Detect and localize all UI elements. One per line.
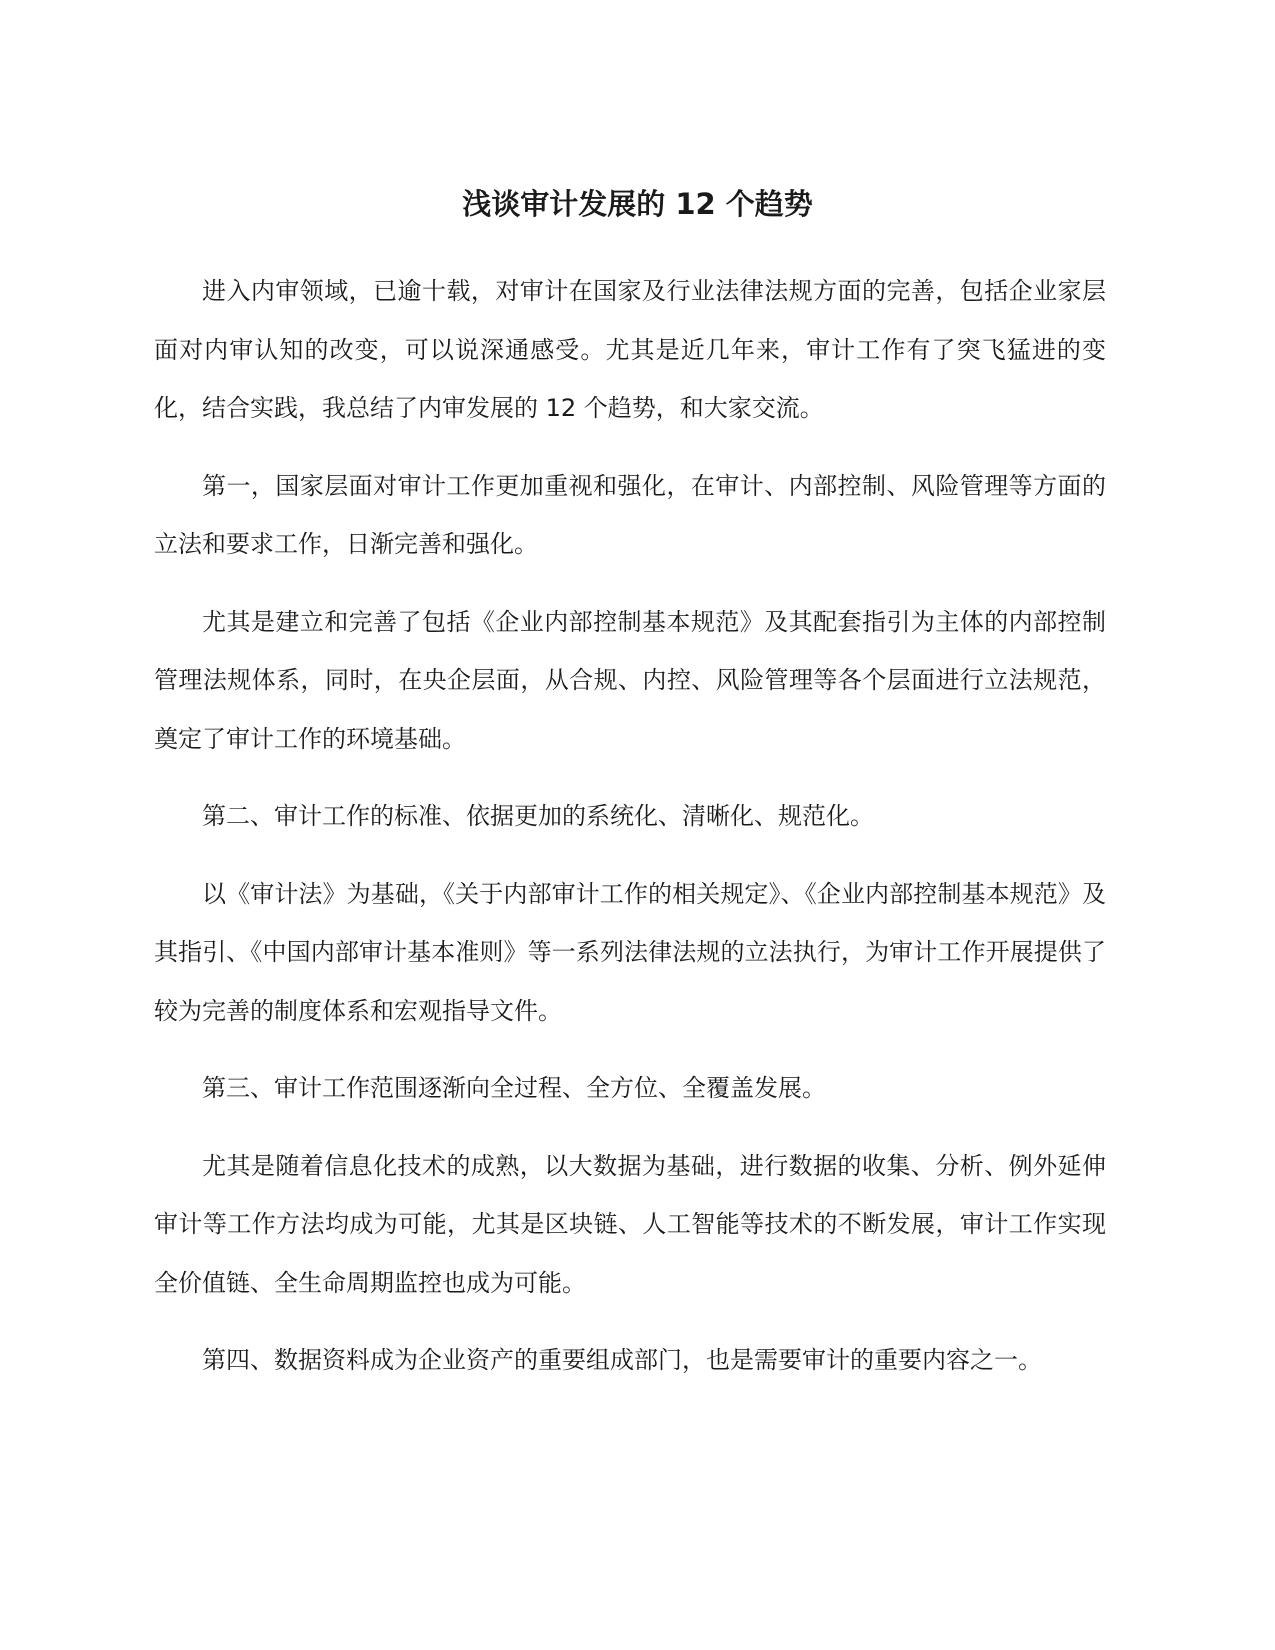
paragraph-intro: 进入内审领域，已逾十载，对审计在国家及行业法律法规方面的完善，包括企业家层面对内审认知的改变，可以说深通感受。尤其是近几年来，审计工作有了突飞猛进的变化，结合实践，我总结了内审发展的 12 个趋势，和大家交流。 — [154, 277, 1106, 422]
paragraph-trend-1: 第一，国家层面对审计工作更加重视和强化，在审计、内部控制、风险管理等方面的立法和要求工作，日渐完善和强化。 — [154, 471, 1106, 558]
paragraph-trend-2: 第二、审计工作的标准、依据更加的系统化、清晰化、规范化。 — [202, 802, 874, 830]
paragraph-trend-4: 第四、数据资料成为企业资产的重要组成部门，也是需要审计的重要内容之一。 — [202, 1346, 1042, 1374]
paragraph-trend-2-detail: 以《审计法》为基础，《关于内部审计工作的相关规定》、《企业内部控制基本规范》及其指引、《中国内部审计基本准则》等一系列法律法规的立法执行，为审计工作开展提供了较为完善的制度体系和宏观指导文件。 — [154, 879, 1106, 1025]
document-title: 浅谈审计发展的 12 个趋势 — [462, 187, 813, 221]
paragraph-trend-3-detail: 尤其是随着信息化技术的成熟，以大数据为基础，进行数据的收集、分析、例外延伸审计等工作方法均成为可能，尤其是区块链、人工智能等技术的不断发展，审计工作实现全价值链、全生命周期监控也成为可能。 — [154, 1151, 1106, 1297]
document-body — [154, 262, 1106, 1409]
paragraph-trend-1-detail: 尤其是建立和完善了包括《企业内部控制基本规范》及其配套指引为主体的内部控制管理法规体系，同时，在央企层面，从合规、内控、风险管理等各个层面进行立法规范，奠定了审计工作的环境基础。 — [154, 607, 1106, 753]
paragraph-trend-3: 第三、审计工作范围逐渐向全过程、全方位、全覆盖发展。 — [202, 1074, 826, 1102]
